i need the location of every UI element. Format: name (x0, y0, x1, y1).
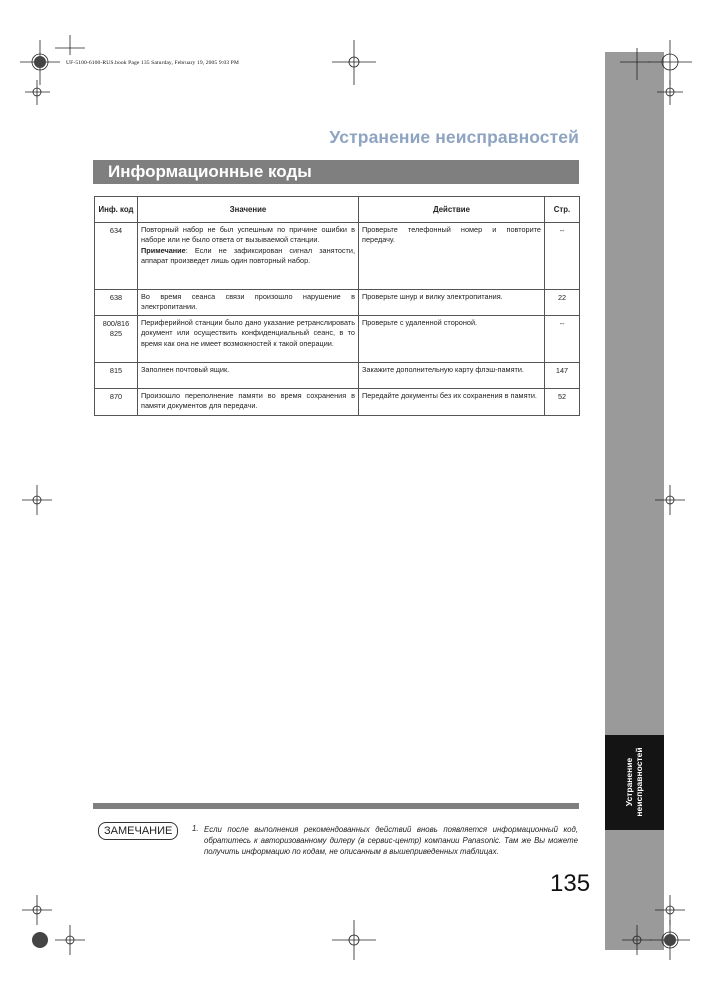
crosshair-icon (22, 895, 52, 925)
action-cell: Проверьте шнур и вилку электропитания. (359, 290, 545, 316)
action-cell: Проверьте телефонный номер и повторите передачу. (359, 223, 545, 290)
crosshair-icon (655, 485, 685, 515)
registration-dot-icon (34, 56, 46, 68)
table-row (95, 363, 580, 389)
meaning-cell: Во время сеанса связи произошло нарушение в электропитании. (138, 290, 359, 316)
table-row (95, 389, 580, 416)
registration-dot-icon (32, 932, 48, 948)
crosshair-icon (55, 925, 85, 955)
page-cell: -- (545, 223, 580, 290)
code-cell: 815 (95, 363, 138, 389)
column-header-code: Инф. код (95, 197, 138, 223)
crosshair-icon (648, 40, 692, 85)
table-row (95, 223, 580, 290)
code-cell: 800/816 825 (95, 316, 138, 363)
meaning-cell: Периферийной станции было дано указание ретранслировать документ или осуществить конфиденциальный сеанс, в то время как она не имеет возможностей к такой операции. (138, 316, 359, 363)
meaning-cell: Повторный набор не был успешным по причине ошибки в наборе или не было ответа от вызываемой станции. Примечание: Если не зафиксирован сигнал занятости, аппарат произведет лишь один повторный набор. (138, 223, 359, 290)
crosshair-icon (55, 35, 85, 55)
section-title: Информационные коды (108, 162, 312, 181)
page-cell: 22 (545, 290, 580, 316)
file-header: UF-5100-6100-RUS.book Page 135 Saturday, February 19, 2005 9:03 PM (66, 60, 239, 66)
meaning-cell: Заполнен почтовый ящик. (138, 363, 359, 389)
crosshair-icon (657, 80, 683, 105)
page-cell: 52 (545, 389, 580, 416)
meaning-cell: Произошло переполнение памяти во время сохранения в памяти документов для передачи. (138, 389, 359, 416)
note-label: Примечание (141, 245, 186, 255)
crosshair-icon (25, 80, 50, 105)
action-cell: Передайте документы без их сохранения в памяти. (359, 389, 545, 416)
page-cell: -- (545, 316, 580, 363)
table-row (95, 290, 580, 316)
column-header-page: Стр. (545, 197, 580, 223)
note-text: Если после выполнения рекомендованных действий вновь появляется информационный код, обратитесь к авторизованному дилеру (в сервис-центр) компании Panasonic. Там же Вы можете получить информацию по кодам, не описанным в вышеприведенных таблицах. (204, 825, 578, 856)
note-number: 1. (192, 824, 199, 833)
column-header-meaning: Значение (138, 197, 359, 223)
table-header-row (95, 197, 580, 223)
registration-dot-icon (664, 934, 676, 946)
crosshair-icon (332, 40, 376, 85)
table-row (95, 316, 580, 363)
info-codes-table (94, 196, 580, 416)
crosshair-icon (332, 920, 376, 960)
crosshair-icon (620, 48, 650, 80)
section-title-bar (93, 160, 579, 184)
page-heading: Устранение неисправностей (329, 127, 579, 147)
action-cell: Проверьте с удаленной стороной. (359, 316, 545, 363)
note-badge: ЗАМЕЧАНИЕ (98, 822, 178, 840)
page-number: 135 (550, 870, 591, 897)
code-cell: 870 (95, 389, 138, 416)
footer-rule (93, 803, 579, 809)
crosshair-icon (622, 925, 652, 955)
side-tab-label: Устранение неисправностей (624, 747, 644, 817)
page-cell: 147 (545, 363, 580, 389)
crosshair-icon (22, 485, 52, 515)
code-cell: 638 (95, 290, 138, 316)
code-cell: 634 (95, 223, 138, 290)
action-cell: Закажите дополнительную карту флэш-памяти. (359, 363, 545, 389)
column-header-action: Действие (359, 197, 545, 223)
